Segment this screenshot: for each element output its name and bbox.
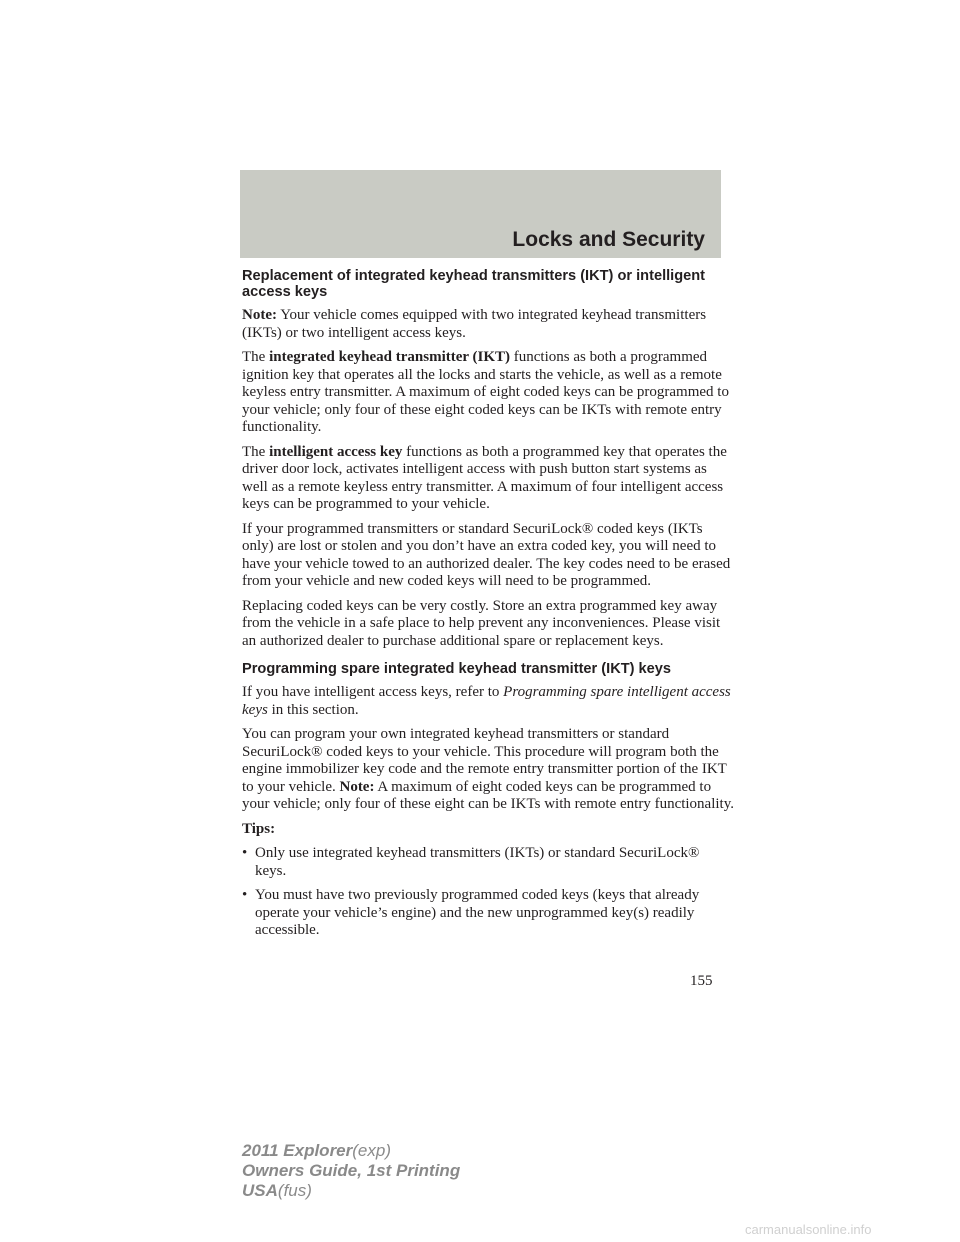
note-paragraph: [242, 307, 734, 342]
footer-line-3: USA(fus): [242, 1181, 312, 1200]
tips-label: Tips:: [242, 820, 276, 837]
tips-list: [242, 845, 734, 940]
note-label: Note:: [242, 307, 277, 323]
ref-pre: If you have intelligent access keys, refer to: [242, 684, 500, 700]
note-text: Your vehicle comes equipped with two integrated keyhead transmitters (IKTs) or two intelligent access keys.: [242, 307, 707, 341]
footer-line-2: Owners Guide, 1st Printing: [242, 1161, 461, 1180]
tips-label-paragraph: [242, 821, 734, 839]
program-note-text: A maximum of eight coded keys can be programmed to your vehicle; only four of these eight can be IKTs with remote entry functionality.: [242, 778, 734, 812]
section-title: Locks and Security: [512, 228, 705, 251]
page-content: [242, 268, 734, 947]
heading-replacement-keys: Replacement of integrated keyhead transmitters (IKT) or intelligent access keys: [242, 268, 706, 300]
list-item: • Only use integrated keyhead transmitters (IKTs) or standard SecuriLock® keys.: [242, 845, 700, 879]
ref-post: in this section.: [271, 701, 359, 718]
document-footer: [242, 1141, 460, 1201]
ikt-pre: The: [242, 349, 266, 365]
section-header-band: [240, 170, 721, 258]
intelligent-key-paragraph: [242, 444, 734, 514]
ikt-paragraph: [242, 349, 734, 437]
ikt-text: functions as both a programmed ignition key that operates all the locks and starts the vehicle, as well as a remote keyless entry transmitter. A maximum of eight coded keys can be programmed to your vehicle; only four of these eight coded keys can be IKTs with remote entry functionality.: [242, 349, 729, 435]
replacing-keys-paragraph: Replacing coded keys can be very costly. Store an extra programmed key away from the vehicle in a safe place to help prevent any inconveniences. Please visit an authorized dealer to purchase additional spare or replacement keys.: [242, 597, 721, 649]
list-item: • You must have two previously programmed coded keys (keys that already operate your vehicle’s engine) and the new unprogrammed key(s) readily accessible.: [242, 887, 700, 938]
bullet-icon: •: [242, 845, 248, 861]
footer-line-1: 2011 Explorer(exp): [242, 1141, 391, 1160]
program-note-label: Note:: [339, 778, 375, 795]
page-number: 155: [690, 973, 713, 989]
iak-pre: The: [242, 443, 266, 460]
iak-text: functions as both a programmed key that operates the driver door lock, activates intelligent access with push button start systems as well as a remote keyless entry transmitter. A maximum of four intelligent access keys can be programmed to your vehicle.: [242, 443, 727, 512]
watermark-text: carmanualsonline.info: [745, 1222, 872, 1237]
heading-programming-spare-keys: Programming spare integrated keyhead transmitter (IKT) keys: [242, 661, 672, 677]
reference-paragraph: [242, 684, 734, 719]
lost-keys-paragraph: If your programmed transmitters or standard SecuriLock® coded keys (IKTs only) are lost or stolen and you don’t have an extra coded key, you will need to have your vehicle towed to an authorized dealer. The key codes need to be erased from your vehicle and new coded keys will need to be programmed.: [242, 520, 731, 589]
bullet-icon: •: [242, 887, 248, 903]
program-own-paragraph: [242, 726, 734, 814]
program-text: You can program your own integrated keyhead transmitters or standard SecuriLock® coded keys to your vehicle. This procedure will program both the engine immobilizer key code and the remote entry transmitter portion of the IKT to your vehicle.: [242, 726, 727, 795]
ikt-term: integrated keyhead transmitter (IKT): [269, 349, 511, 365]
ref-title: Programming spare intelligent access keys: [242, 684, 731, 718]
iak-term: intelligent access key: [269, 443, 403, 460]
